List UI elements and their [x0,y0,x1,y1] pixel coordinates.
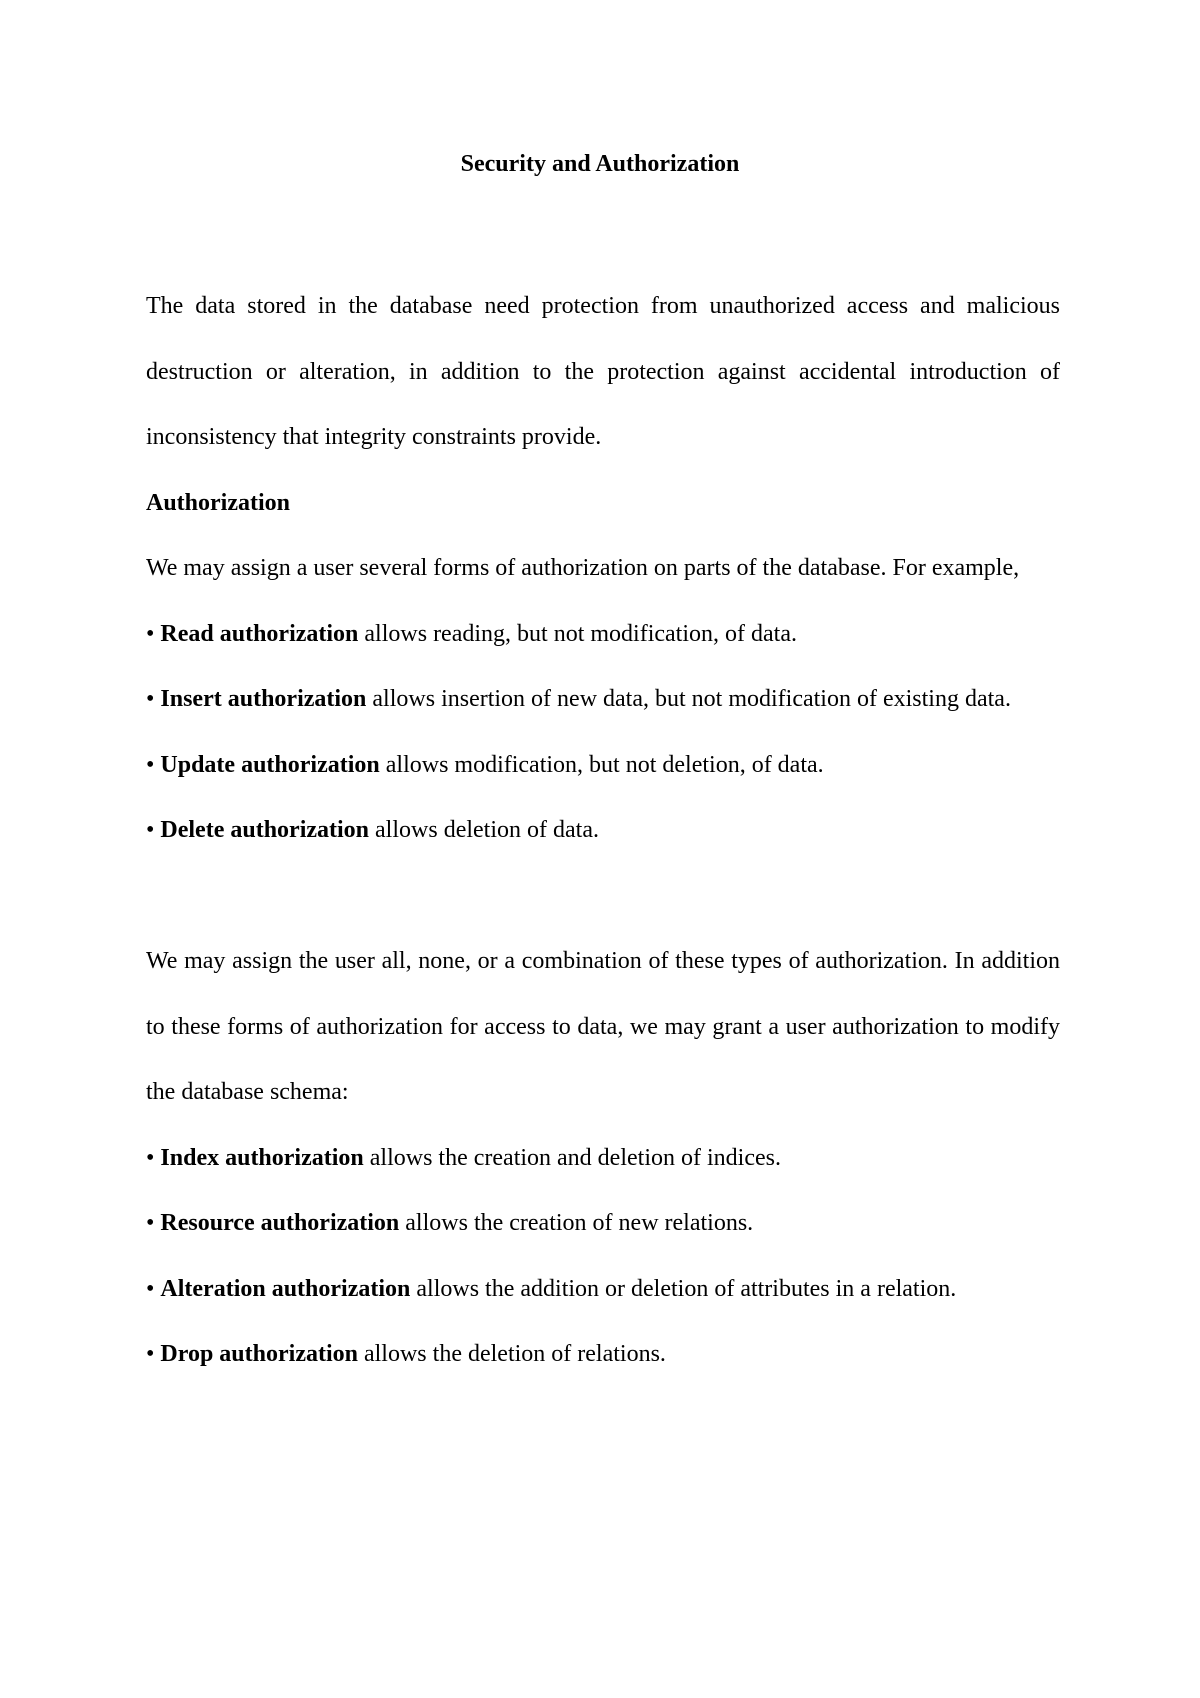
assign-paragraph: We may assign a user several forms of authorization on parts of the database. For example, [146,555,1020,581]
bullet-text: allows modification, but not deletion, of data. [379,751,824,778]
bullet-insert-authorization [146,667,1060,733]
bullet-term: Alteration authorization [160,1275,411,1302]
intro-paragraph: The data stored in the database need protection from unauthorized access and malicious destruction or alteration, in addition to the protection against accidental introduction of inconsistency that integrity constraints provide. [146,293,1060,450]
bullet-text: allows the creation and deletion of indices. [363,1144,781,1171]
bullet-term: Read authorization [160,620,359,647]
bullet-read-authorization [146,602,1060,668]
bullet-term: Index authorization [160,1144,364,1171]
bullet-text: allows the deletion of relations. [357,1341,666,1367]
bullet-marker: • [146,620,155,647]
section-heading-authorization: Authorization [146,489,290,516]
bullet-term: Resource authorization [160,1210,400,1236]
paragraph-spacer [146,864,1060,930]
bullet-marker: • [146,1275,155,1302]
bullet-marker: • [146,1341,155,1367]
bullet-term: Delete authorization [160,817,370,843]
bullet-text: allows reading, but not modification, of data. [358,620,797,647]
bullet-marker: • [146,1144,155,1171]
bullet-update-authorization [146,733,1060,799]
document-title: Security and Authorization [460,151,740,177]
bullet-resource-authorization [146,1191,1060,1257]
bullet-delete-authorization [146,798,1060,864]
bullet-term: Insert authorization [160,686,367,712]
document-body [146,274,1060,1388]
bullet-term: Update authorization [160,751,380,778]
bullet-drop-authorization [146,1322,1060,1388]
combination-paragraph: We may assign the user all, none, or a combination of these types of authorization. In addition to these forms of authorization for access to data, we may grant a user authorization to modify the database schema: [146,948,1060,1105]
bullet-marker: • [146,751,155,778]
bullet-marker: • [146,686,155,712]
bullet-marker: • [146,1210,155,1236]
bullet-text: allows the addition or deletion of attributes in a relation. [410,1275,957,1302]
bullet-marker: • [146,817,155,843]
bullet-text: allows the creation of new relations. [399,1210,754,1236]
bullet-text: allows deletion of data. [369,817,599,843]
bullet-term: Drop authorization [160,1341,358,1367]
bullet-alteration-authorization [146,1257,1060,1323]
bullet-index-authorization [146,1126,1060,1192]
bullet-text: allows insertion of new data, but not modification of existing data. [366,686,1011,712]
